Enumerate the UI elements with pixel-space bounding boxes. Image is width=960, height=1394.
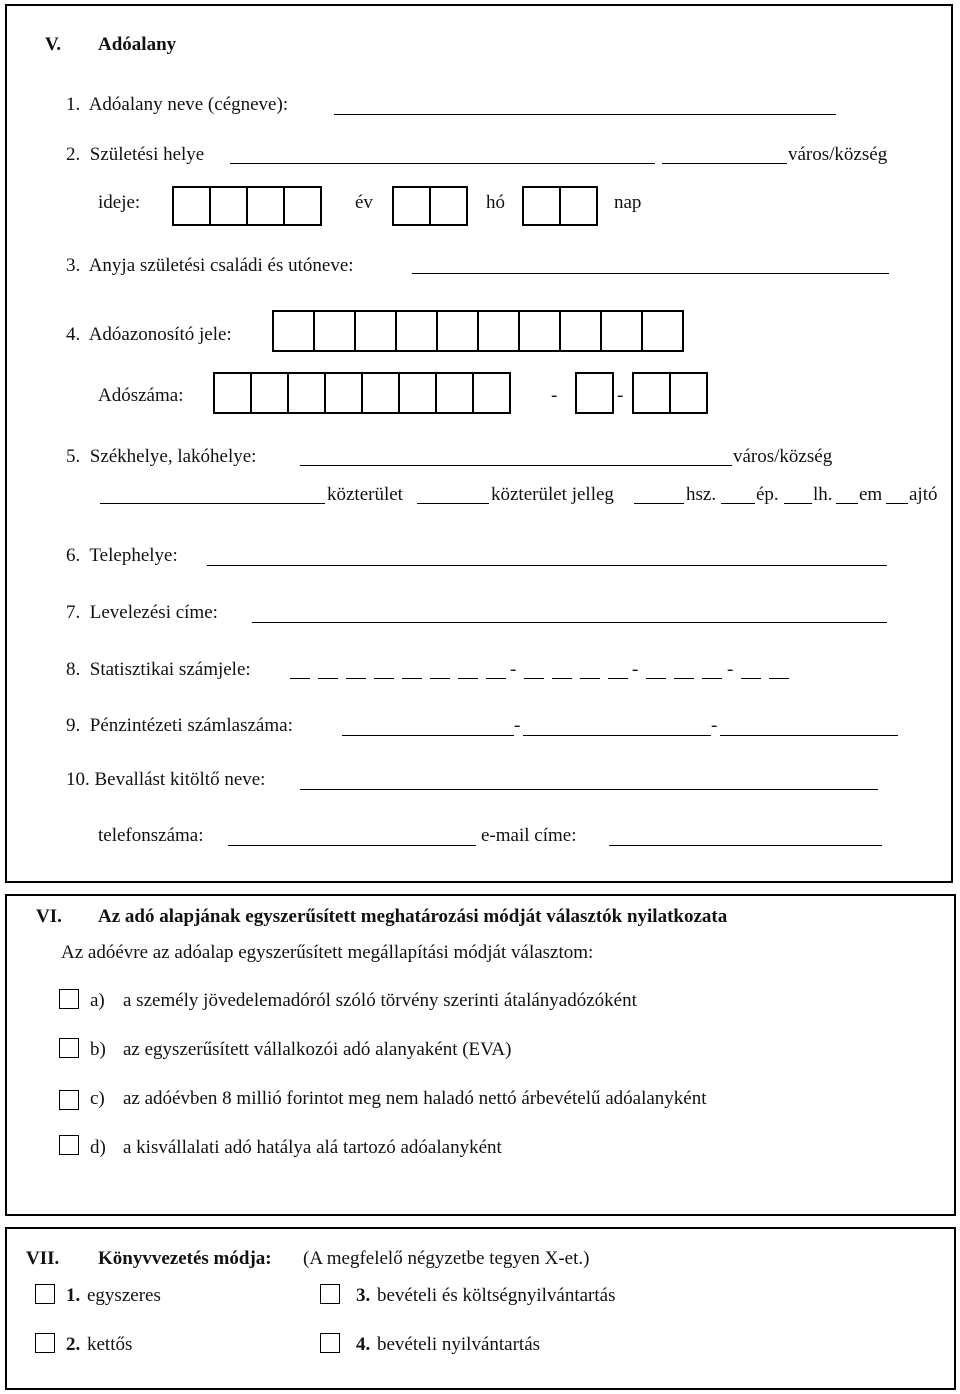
option-3-text: bevételi és költségnyilvántartás <box>377 1285 616 1306</box>
option-4-text: bevételi nyilvántartás <box>377 1334 541 1355</box>
checkbox-kettos[interactable] <box>35 1333 55 1353</box>
checkbox-option-b[interactable] <box>59 1038 79 1058</box>
digit-cell[interactable] <box>361 372 400 414</box>
label-statisztikai-szamjel: 8. Statisztikai számjele: <box>66 659 251 680</box>
stat-digit[interactable] <box>524 678 544 679</box>
option-b-letter: b) <box>90 1039 106 1060</box>
stat-digit[interactable] <box>318 678 338 679</box>
digit-cell[interactable] <box>522 186 561 226</box>
checkbox-option-d[interactable] <box>59 1135 79 1155</box>
stat-digit[interactable] <box>402 678 422 679</box>
checkbox-beveteli-nyilvantartas[interactable] <box>320 1333 340 1353</box>
field-levelezesi-cime[interactable] <box>252 622 887 623</box>
label-ev: év <box>355 192 373 213</box>
digit-cell[interactable] <box>518 310 561 352</box>
field-lh[interactable] <box>836 503 858 504</box>
field-nap-cells[interactable] <box>522 186 598 226</box>
szamla-dash-1: - <box>514 715 521 736</box>
option-b-text: az egyszerűsített vállalkozói adó alanyaként (EVA) <box>123 1039 512 1060</box>
stat-digit[interactable] <box>769 678 789 679</box>
digit-cell[interactable] <box>313 310 356 352</box>
stat-digit[interactable] <box>430 678 450 679</box>
section-vi-title: Az adó alapjának egyszerűsített meghatározási módját választók nyilatkozata <box>98 906 728 927</box>
stat-digit[interactable] <box>290 678 310 679</box>
field-szamlaszam-1[interactable] <box>342 735 514 736</box>
field-kozterulet[interactable] <box>100 503 325 504</box>
label-adoalany-neve: 1. Adóalany neve (cégneve): <box>66 94 289 115</box>
section-vii-number: VII. <box>26 1248 60 1269</box>
digit-cell[interactable] <box>287 372 326 414</box>
label-levelezesi-cime: 7. Levelezési címe: <box>66 602 218 623</box>
section-vii-note: (A megfelelő négyzetbe tegyen X-et.) <box>303 1248 590 1269</box>
label-email: e-mail címe: <box>481 825 577 846</box>
digit-cell[interactable] <box>575 372 614 414</box>
label-ajto: ajtó <box>909 484 938 505</box>
option-d-letter: d) <box>90 1137 106 1158</box>
option-a-letter: a) <box>90 990 105 1011</box>
label-telephelye: 6. Telephelye: <box>66 545 178 566</box>
field-szamlaszam-2[interactable] <box>523 735 711 736</box>
label-adoszama: Adószáma: <box>98 385 184 406</box>
label-lh: lh. <box>813 484 833 505</box>
field-email[interactable] <box>609 845 882 846</box>
label-kozterulet-jelleg: közterület jelleg <box>491 484 614 505</box>
label-varos-kozseg-1: város/község <box>788 144 888 165</box>
stat-digit[interactable] <box>374 678 394 679</box>
digit-cell[interactable] <box>213 372 252 414</box>
label-bevallast-kitolto: 10. Bevallást kitöltő neve: <box>66 769 266 790</box>
section-v-box <box>5 4 953 883</box>
digit-cell[interactable] <box>250 372 289 414</box>
option-3-num: 3. <box>356 1285 371 1306</box>
digit-cell[interactable] <box>632 372 671 414</box>
label-penzintezeti-szamlaszam: 9. Pénzintézeti számlaszáma: <box>66 715 293 736</box>
option-2-text: kettős <box>87 1334 133 1355</box>
option-d-text: a kisvállalati adó hatálya alá tartozó adóalanyként <box>123 1137 502 1158</box>
section-v-number: V. <box>45 34 62 55</box>
digit-cell[interactable] <box>429 186 468 226</box>
option-1-text: egyszeres <box>87 1285 161 1306</box>
digit-cell[interactable] <box>435 372 474 414</box>
option-1-num: 1. <box>66 1285 81 1306</box>
digit-cell[interactable] <box>209 186 248 226</box>
option-4-num: 4. <box>356 1334 371 1355</box>
szamla-dash-2: - <box>711 715 718 736</box>
digit-cell[interactable] <box>283 186 322 226</box>
label-ideje: ideje: <box>98 192 141 213</box>
field-adoszama-cells-3[interactable] <box>632 372 708 414</box>
digit-cell[interactable] <box>395 310 438 352</box>
digit-cell[interactable] <box>600 310 643 352</box>
field-kozterulet-jelleg[interactable] <box>417 503 489 504</box>
field-telephelye[interactable] <box>207 565 887 566</box>
digit-cell[interactable] <box>669 372 708 414</box>
digit-cell[interactable] <box>559 310 602 352</box>
checkbox-egyszeres[interactable] <box>35 1284 55 1304</box>
stat-digit[interactable] <box>702 678 722 679</box>
option-2-num: 2. <box>66 1334 81 1355</box>
stat-digit[interactable] <box>608 678 628 679</box>
field-anyja-neve[interactable] <box>412 273 889 274</box>
field-ho-cells[interactable] <box>392 186 468 226</box>
section-vii-title: Könyvvezetés módja: <box>98 1248 272 1269</box>
stat-digit[interactable] <box>646 678 666 679</box>
stat-dash-3: - <box>727 659 734 680</box>
section-v-title: Adóalany <box>98 34 177 55</box>
dash-2: - <box>617 385 624 406</box>
section-vi-intro: Az adóévre az adóalap egyszerűsített megállapítási módját választom: <box>61 942 594 963</box>
field-adoszama-cells-2[interactable] <box>575 372 614 414</box>
section-vi-number: VI. <box>36 906 62 927</box>
field-ev-cells[interactable] <box>172 186 322 226</box>
field-szuletesi-helye-1[interactable] <box>230 163 655 164</box>
digit-cell[interactable] <box>354 310 397 352</box>
field-szuletesi-helye-2[interactable] <box>662 163 787 164</box>
field-adoszama-cells-1[interactable] <box>213 372 511 414</box>
label-varos-kozseg-2: város/község <box>733 446 833 467</box>
label-szekhelye: 5. Székhelye, lakóhelye: <box>66 446 257 467</box>
label-em: em <box>859 484 883 505</box>
digit-cell[interactable] <box>477 310 520 352</box>
checkbox-option-c[interactable] <box>59 1090 79 1110</box>
label-hsz: hsz. <box>686 484 717 505</box>
digit-cell[interactable] <box>559 186 598 226</box>
field-bevallast-kitolto[interactable] <box>300 789 878 790</box>
stat-digit[interactable] <box>346 678 366 679</box>
checkbox-beveteli-koltseg[interactable] <box>320 1284 340 1304</box>
stat-dash-1: - <box>510 659 517 680</box>
digit-cell[interactable] <box>272 310 315 352</box>
field-ep[interactable] <box>784 503 812 504</box>
field-em[interactable] <box>886 503 908 504</box>
label-adoazonosito: 4. Adóazonosító jele: <box>66 324 232 345</box>
label-nap: nap <box>614 192 642 213</box>
field-jelleg[interactable] <box>634 503 684 504</box>
digit-cell[interactable] <box>472 372 511 414</box>
field-szekhelye-varos[interactable] <box>300 465 732 466</box>
digit-cell[interactable] <box>392 186 431 226</box>
label-ep: ép. <box>756 484 779 505</box>
label-anyja-neve: 3. Anyja születési családi és utóneve: <box>66 255 354 276</box>
digit-cell[interactable] <box>246 186 285 226</box>
field-adoalany-neve[interactable] <box>334 114 836 115</box>
digit-cell[interactable] <box>324 372 363 414</box>
stat-digit[interactable] <box>580 678 600 679</box>
digit-cell[interactable] <box>398 372 437 414</box>
label-kozterulet: közterület <box>327 484 403 505</box>
field-hsz[interactable] <box>721 503 755 504</box>
label-ho: hó <box>486 192 505 213</box>
digit-cell[interactable] <box>641 310 684 352</box>
stat-digit[interactable] <box>741 678 761 679</box>
option-c-text: az adóévben 8 millió forintot meg nem haladó nettó árbevételű adóalanyként <box>123 1088 707 1109</box>
field-adoazonosito-cells[interactable] <box>272 310 684 352</box>
stat-digit[interactable] <box>674 678 694 679</box>
stat-digit[interactable] <box>486 678 506 679</box>
digit-cell[interactable] <box>172 186 211 226</box>
field-szamlaszam-3[interactable] <box>720 735 898 736</box>
option-a-text: a személy jövedelemadóról szóló törvény szerinti átalányadózóként <box>123 990 637 1011</box>
digit-cell[interactable] <box>436 310 479 352</box>
dash-1: - <box>551 385 558 406</box>
stat-digit[interactable] <box>552 678 572 679</box>
stat-digit[interactable] <box>458 678 478 679</box>
option-c-letter: c) <box>90 1088 105 1109</box>
label-szuletesi-helye: 2. Születési helye <box>66 144 205 165</box>
label-telefonszama: telefonszáma: <box>98 825 204 846</box>
checkbox-option-a[interactable] <box>59 989 79 1009</box>
field-telefonszama[interactable] <box>228 845 476 846</box>
stat-dash-2: - <box>632 659 639 680</box>
